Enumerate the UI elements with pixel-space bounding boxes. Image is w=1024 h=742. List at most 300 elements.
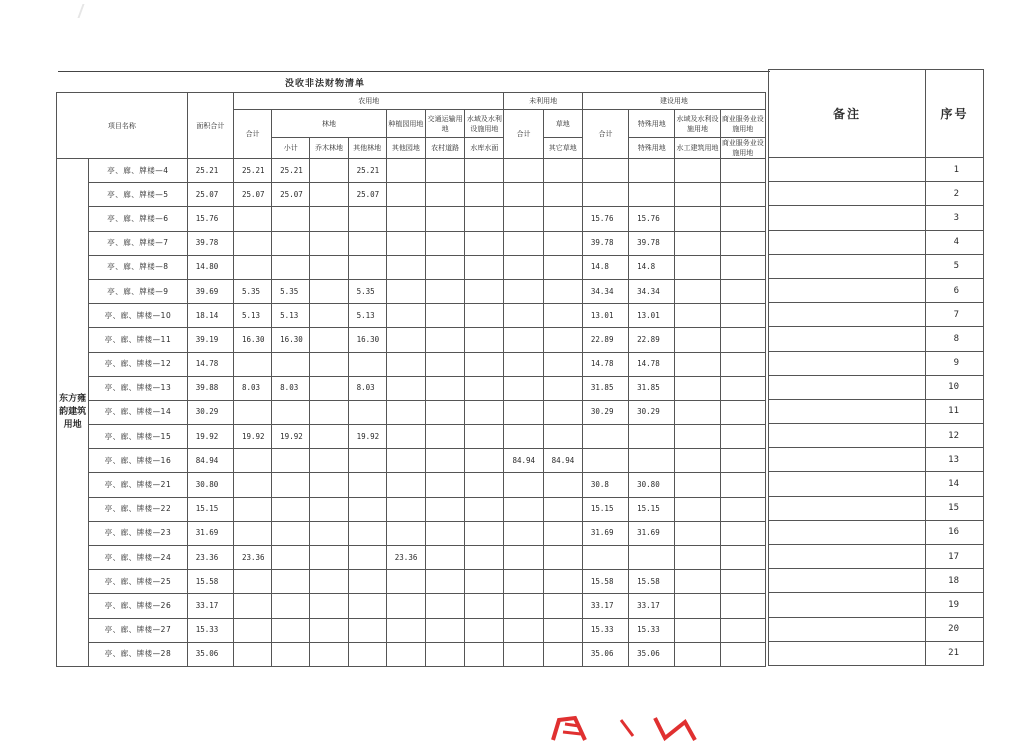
cell-garden xyxy=(386,425,425,449)
cell-water xyxy=(465,521,504,545)
cell-c_total xyxy=(582,425,628,449)
cell-water xyxy=(465,618,504,642)
cell-forest xyxy=(272,352,310,376)
cell-total: 14.78 xyxy=(187,352,233,376)
cell-forest xyxy=(272,207,310,231)
cell-garden xyxy=(386,207,425,231)
serial-number: 14 xyxy=(926,472,984,496)
cell-grass xyxy=(543,279,582,303)
table-row xyxy=(57,279,766,303)
cell-commercial xyxy=(720,425,765,449)
cell-arbor xyxy=(310,642,348,666)
item-name: 亭、廊、牌楼—9 xyxy=(89,279,188,303)
remark-cell xyxy=(769,472,926,496)
cell-other_forest xyxy=(348,231,386,255)
cell-arbor xyxy=(310,497,348,521)
cell-water xyxy=(465,473,504,497)
cell-total: 39.78 xyxy=(187,231,233,255)
serial-number: 1 xyxy=(926,158,984,182)
cell-commercial xyxy=(720,521,765,545)
header-special-sub: 特殊用地 xyxy=(629,138,675,159)
cell-special: 14.78 xyxy=(629,352,675,376)
cell-un_total xyxy=(504,594,543,618)
cell-total: 30.29 xyxy=(187,400,233,424)
cell-c_total: 35.06 xyxy=(582,642,628,666)
remarks-row xyxy=(769,424,984,448)
serial-number: 15 xyxy=(926,496,984,520)
item-name: 亭、廊、牌楼—25 xyxy=(89,570,188,594)
remarks-row xyxy=(769,641,984,665)
cell-agri xyxy=(233,400,271,424)
remark-cell xyxy=(769,569,926,593)
remark-cell xyxy=(769,327,926,351)
cell-commercial xyxy=(720,159,765,183)
cell-special: 34.34 xyxy=(629,279,675,303)
cell-commercial xyxy=(720,546,765,570)
cell-agri: 5.13 xyxy=(233,304,271,328)
cell-road xyxy=(426,352,465,376)
cell-road xyxy=(426,279,465,303)
remarks-row xyxy=(769,593,984,617)
cell-total: 23.36 xyxy=(187,546,233,570)
header-forest-sub: 小计 xyxy=(272,138,310,159)
cell-water xyxy=(465,425,504,449)
cell-hydraulic xyxy=(675,231,720,255)
header-commercial: 商业服务业设施用地 xyxy=(720,110,765,138)
cell-hydraulic xyxy=(675,449,720,473)
cell-forest: 5.13 xyxy=(272,304,310,328)
cell-water xyxy=(465,255,504,279)
cell-agri xyxy=(233,449,271,473)
cell-arbor xyxy=(310,400,348,424)
cell-arbor xyxy=(310,570,348,594)
cell-grass xyxy=(543,497,582,521)
remark-cell xyxy=(769,424,926,448)
cell-forest xyxy=(272,594,310,618)
serial-number: 13 xyxy=(926,448,984,472)
serial-number: 10 xyxy=(926,375,984,399)
remark-cell xyxy=(769,278,926,302)
cell-grass xyxy=(543,400,582,424)
cell-grass xyxy=(543,183,582,207)
item-name: 亭、廊、牌楼—23 xyxy=(89,521,188,545)
cell-hydraulic xyxy=(675,546,720,570)
cell-grass xyxy=(543,546,582,570)
header-forest: 林地 xyxy=(272,110,387,138)
cell-total: 33.17 xyxy=(187,594,233,618)
cell-c_total xyxy=(582,183,628,207)
cell-c_total: 39.78 xyxy=(582,231,628,255)
cell-forest xyxy=(272,400,310,424)
cell-special: 39.78 xyxy=(629,231,675,255)
cell-commercial xyxy=(720,183,765,207)
cell-grass xyxy=(543,207,582,231)
cell-c_total xyxy=(582,546,628,570)
group-label: 东方雍韵建筑用地 xyxy=(57,159,89,667)
cell-forest xyxy=(272,521,310,545)
header-agri: 农用地 xyxy=(233,93,503,110)
cell-hydraulic xyxy=(675,425,720,449)
cell-un_total xyxy=(504,642,543,666)
cell-other_forest xyxy=(348,255,386,279)
item-name: 亭、廊、牌楼—24 xyxy=(89,546,188,570)
header-transport: 交通运输用地 xyxy=(426,110,465,138)
cell-hydraulic xyxy=(675,207,720,231)
remark-cell xyxy=(769,230,926,254)
cell-road xyxy=(426,183,465,207)
remarks-row xyxy=(769,230,984,254)
cell-water xyxy=(465,231,504,255)
cell-agri: 8.03 xyxy=(233,376,271,400)
cell-special xyxy=(629,183,675,207)
serial-number: 20 xyxy=(926,617,984,641)
cell-agri: 23.36 xyxy=(233,546,271,570)
cell-commercial xyxy=(720,400,765,424)
cell-water xyxy=(465,497,504,521)
cell-hydraulic xyxy=(675,521,720,545)
cell-hydraulic xyxy=(675,473,720,497)
remarks-row xyxy=(769,448,984,472)
cell-arbor xyxy=(310,159,348,183)
cell-special xyxy=(629,159,675,183)
header-special: 特殊用地 xyxy=(629,110,675,138)
cell-garden xyxy=(386,255,425,279)
cell-other_forest xyxy=(348,207,386,231)
cell-total: 39.88 xyxy=(187,376,233,400)
cell-special: 31.69 xyxy=(629,521,675,545)
cell-hydraulic xyxy=(675,594,720,618)
cell-forest xyxy=(272,570,310,594)
cell-garden xyxy=(386,473,425,497)
cell-other_forest xyxy=(348,546,386,570)
cell-c_total: 14.78 xyxy=(582,352,628,376)
remarks-row xyxy=(769,303,984,327)
remarks-row xyxy=(769,569,984,593)
cell-water xyxy=(465,546,504,570)
cell-grass xyxy=(543,425,582,449)
remarks-row xyxy=(769,351,984,375)
cell-road xyxy=(426,497,465,521)
cell-hydraulic xyxy=(675,497,720,521)
cell-commercial xyxy=(720,570,765,594)
cell-road xyxy=(426,546,465,570)
cell-c_total: 33.17 xyxy=(582,594,628,618)
table-row xyxy=(57,352,766,376)
cell-c_total: 30.29 xyxy=(582,400,628,424)
item-name: 亭、廊、牌楼—27 xyxy=(89,618,188,642)
cell-special: 15.33 xyxy=(629,618,675,642)
cell-commercial xyxy=(720,231,765,255)
remark-cell xyxy=(769,496,926,520)
cell-total: 31.69 xyxy=(187,521,233,545)
item-name: 亭、廊、牌楼—21 xyxy=(89,473,188,497)
cell-other_forest: 5.13 xyxy=(348,304,386,328)
remarks-row xyxy=(769,496,984,520)
cell-grass xyxy=(543,618,582,642)
cell-other_forest: 19.92 xyxy=(348,425,386,449)
serial-number: 8 xyxy=(926,327,984,351)
cell-c_total: 15.76 xyxy=(582,207,628,231)
table-row xyxy=(57,570,766,594)
item-name: 亭、廊、牌楼—22 xyxy=(89,497,188,521)
remarks-table xyxy=(768,69,984,666)
cell-commercial xyxy=(720,594,765,618)
cell-other_forest: 25.21 xyxy=(348,159,386,183)
table-row xyxy=(57,207,766,231)
cell-commercial xyxy=(720,618,765,642)
cell-grass xyxy=(543,159,582,183)
remark-cell xyxy=(769,520,926,544)
cell-forest: 19.92 xyxy=(272,425,310,449)
header-remarks: 备注 xyxy=(769,70,926,158)
cell-c_total: 34.34 xyxy=(582,279,628,303)
table-row xyxy=(57,183,766,207)
remark-cell xyxy=(769,375,926,399)
cell-water xyxy=(465,400,504,424)
cell-garden xyxy=(386,497,425,521)
item-name: 亭、廊、牌楼—11 xyxy=(89,328,188,352)
cell-total: 84.94 xyxy=(187,449,233,473)
serial-number: 16 xyxy=(926,520,984,544)
cell-agri: 16.30 xyxy=(233,328,271,352)
remarks-row xyxy=(769,399,984,423)
cell-road xyxy=(426,400,465,424)
item-name: 亭、廊、牌楼—14 xyxy=(89,400,188,424)
serial-number: 3 xyxy=(926,206,984,230)
header-agri-total: 合计 xyxy=(233,110,271,159)
cell-road xyxy=(426,449,465,473)
cell-un_total xyxy=(504,352,543,376)
cell-un_total xyxy=(504,207,543,231)
serial-number: 11 xyxy=(926,399,984,423)
cell-hydraulic xyxy=(675,328,720,352)
cell-other_forest xyxy=(348,352,386,376)
cell-forest xyxy=(272,497,310,521)
cell-arbor xyxy=(310,425,348,449)
cell-total: 14.80 xyxy=(187,255,233,279)
cell-un_total xyxy=(504,497,543,521)
table-row xyxy=(57,618,766,642)
remarks-row xyxy=(769,206,984,230)
cell-garden xyxy=(386,570,425,594)
header-unused-total: 合计 xyxy=(504,110,543,159)
cell-road xyxy=(426,207,465,231)
cell-special xyxy=(629,425,675,449)
remarks-row xyxy=(769,254,984,278)
cell-total: 25.21 xyxy=(187,159,233,183)
cell-commercial xyxy=(720,279,765,303)
cell-commercial xyxy=(720,255,765,279)
remarks-row xyxy=(769,182,984,206)
cell-grass xyxy=(543,570,582,594)
cell-total: 25.07 xyxy=(187,183,233,207)
cell-grass xyxy=(543,642,582,666)
cell-other_forest xyxy=(348,618,386,642)
item-name: 亭、廊、牌楼—15 xyxy=(89,425,188,449)
cell-garden xyxy=(386,304,425,328)
item-name: 亭、廊、牌楼—5 xyxy=(89,183,188,207)
cell-special: 35.06 xyxy=(629,642,675,666)
cell-forest xyxy=(272,255,310,279)
cell-garden xyxy=(386,183,425,207)
cell-c_total: 31.85 xyxy=(582,376,628,400)
cell-road xyxy=(426,618,465,642)
serial-number: 18 xyxy=(926,569,984,593)
cell-water xyxy=(465,352,504,376)
serial-number: 9 xyxy=(926,351,984,375)
cell-commercial xyxy=(720,328,765,352)
cell-road xyxy=(426,376,465,400)
table-row xyxy=(57,255,766,279)
cell-forest: 25.07 xyxy=(272,183,310,207)
cell-agri xyxy=(233,594,271,618)
cell-total: 15.76 xyxy=(187,207,233,231)
cell-hydraulic xyxy=(675,159,720,183)
cell-other_forest xyxy=(348,521,386,545)
property-table xyxy=(56,92,766,667)
cell-agri xyxy=(233,521,271,545)
cell-water xyxy=(465,328,504,352)
remark-cell xyxy=(769,399,926,423)
cell-un_total xyxy=(504,279,543,303)
cell-arbor xyxy=(310,352,348,376)
item-name: 亭、廊、牌楼—8 xyxy=(89,255,188,279)
cell-agri: 25.21 xyxy=(233,159,271,183)
cell-other_forest: 16.30 xyxy=(348,328,386,352)
item-name: 亭、廊、牌楼—4 xyxy=(89,159,188,183)
table-row xyxy=(57,449,766,473)
header-other-grass: 其它草地 xyxy=(543,138,582,159)
cell-total: 39.69 xyxy=(187,279,233,303)
cell-grass xyxy=(543,376,582,400)
cell-road xyxy=(426,231,465,255)
cell-arbor xyxy=(310,594,348,618)
remarks-row xyxy=(769,278,984,302)
header-grass: 草地 xyxy=(543,110,582,138)
cell-garden xyxy=(386,231,425,255)
cell-road xyxy=(426,159,465,183)
cell-other_forest: 8.03 xyxy=(348,376,386,400)
cell-arbor xyxy=(310,618,348,642)
cell-un_total xyxy=(504,546,543,570)
cell-other_forest xyxy=(348,497,386,521)
remark-cell xyxy=(769,182,926,206)
table-row xyxy=(57,400,766,424)
cell-garden xyxy=(386,400,425,424)
remarks-row xyxy=(769,545,984,569)
remarks-row xyxy=(769,617,984,641)
cell-hydraulic xyxy=(675,618,720,642)
cell-hydraulic xyxy=(675,255,720,279)
cell-un_total xyxy=(504,618,543,642)
cell-commercial xyxy=(720,304,765,328)
cell-special: 30.29 xyxy=(629,400,675,424)
cell-un_total xyxy=(504,570,543,594)
cell-arbor xyxy=(310,328,348,352)
cell-arbor xyxy=(310,473,348,497)
serial-number: 21 xyxy=(926,641,984,665)
cell-other_forest: 5.35 xyxy=(348,279,386,303)
cell-agri xyxy=(233,570,271,594)
header-serial: 序号 xyxy=(926,70,984,158)
table-row xyxy=(57,521,766,545)
cell-agri xyxy=(233,231,271,255)
remark-cell xyxy=(769,206,926,230)
cell-arbor xyxy=(310,521,348,545)
remark-cell xyxy=(769,545,926,569)
cell-special xyxy=(629,546,675,570)
table-row xyxy=(57,376,766,400)
cell-c_total: 22.89 xyxy=(582,328,628,352)
item-name: 亭、廊、牌楼—28 xyxy=(89,642,188,666)
cell-agri xyxy=(233,618,271,642)
header-water-cons: 水域及水利设施用地 xyxy=(675,110,720,138)
header-other-garden: 其他园地 xyxy=(386,138,425,159)
cell-total: 15.15 xyxy=(187,497,233,521)
cell-other_forest xyxy=(348,400,386,424)
cell-road xyxy=(426,642,465,666)
cell-garden xyxy=(386,279,425,303)
cell-grass xyxy=(543,352,582,376)
cell-water xyxy=(465,594,504,618)
cell-c_total xyxy=(582,449,628,473)
cell-water xyxy=(465,279,504,303)
cell-total: 35.06 xyxy=(187,642,233,666)
cell-un_total xyxy=(504,473,543,497)
remark-cell xyxy=(769,617,926,641)
cell-water xyxy=(465,449,504,473)
item-name: 亭、廊、牌楼—26 xyxy=(89,594,188,618)
cell-garden xyxy=(386,449,425,473)
cell-commercial xyxy=(720,449,765,473)
cell-total: 19.92 xyxy=(187,425,233,449)
cell-water xyxy=(465,304,504,328)
item-name: 亭、廊、牌楼—13 xyxy=(89,376,188,400)
header-plant-garden: 种植园用地 xyxy=(386,110,425,138)
table-row xyxy=(57,304,766,328)
remarks-row xyxy=(769,327,984,351)
cell-c_total: 15.15 xyxy=(582,497,628,521)
cell-forest: 5.35 xyxy=(272,279,310,303)
cell-forest xyxy=(272,546,310,570)
header-arbor: 乔木林地 xyxy=(310,138,348,159)
cell-other_forest: 25.07 xyxy=(348,183,386,207)
header-water: 水域及水利设施用地 xyxy=(465,110,504,138)
cell-other_forest xyxy=(348,473,386,497)
header-commercial-sub: 商业服务业设施用地 xyxy=(721,139,764,157)
remark-cell xyxy=(769,448,926,472)
cell-forest: 25.21 xyxy=(272,159,310,183)
table-row xyxy=(57,231,766,255)
serial-number: 2 xyxy=(926,182,984,206)
cell-grass xyxy=(543,304,582,328)
cell-total: 15.33 xyxy=(187,618,233,642)
cell-total: 39.19 xyxy=(187,328,233,352)
cell-arbor xyxy=(310,183,348,207)
table-row xyxy=(57,642,766,666)
remark-cell xyxy=(769,593,926,617)
cell-grass xyxy=(543,594,582,618)
header-construction: 建设用地 xyxy=(582,93,765,110)
header-cons-total: 合计 xyxy=(582,110,628,159)
cell-water xyxy=(465,183,504,207)
cell-forest xyxy=(272,618,310,642)
cell-road xyxy=(426,473,465,497)
cell-hydraulic xyxy=(675,400,720,424)
header-project-name: 项目名称 xyxy=(57,93,188,159)
cell-agri: 25.07 xyxy=(233,183,271,207)
remark-cell xyxy=(769,158,926,182)
